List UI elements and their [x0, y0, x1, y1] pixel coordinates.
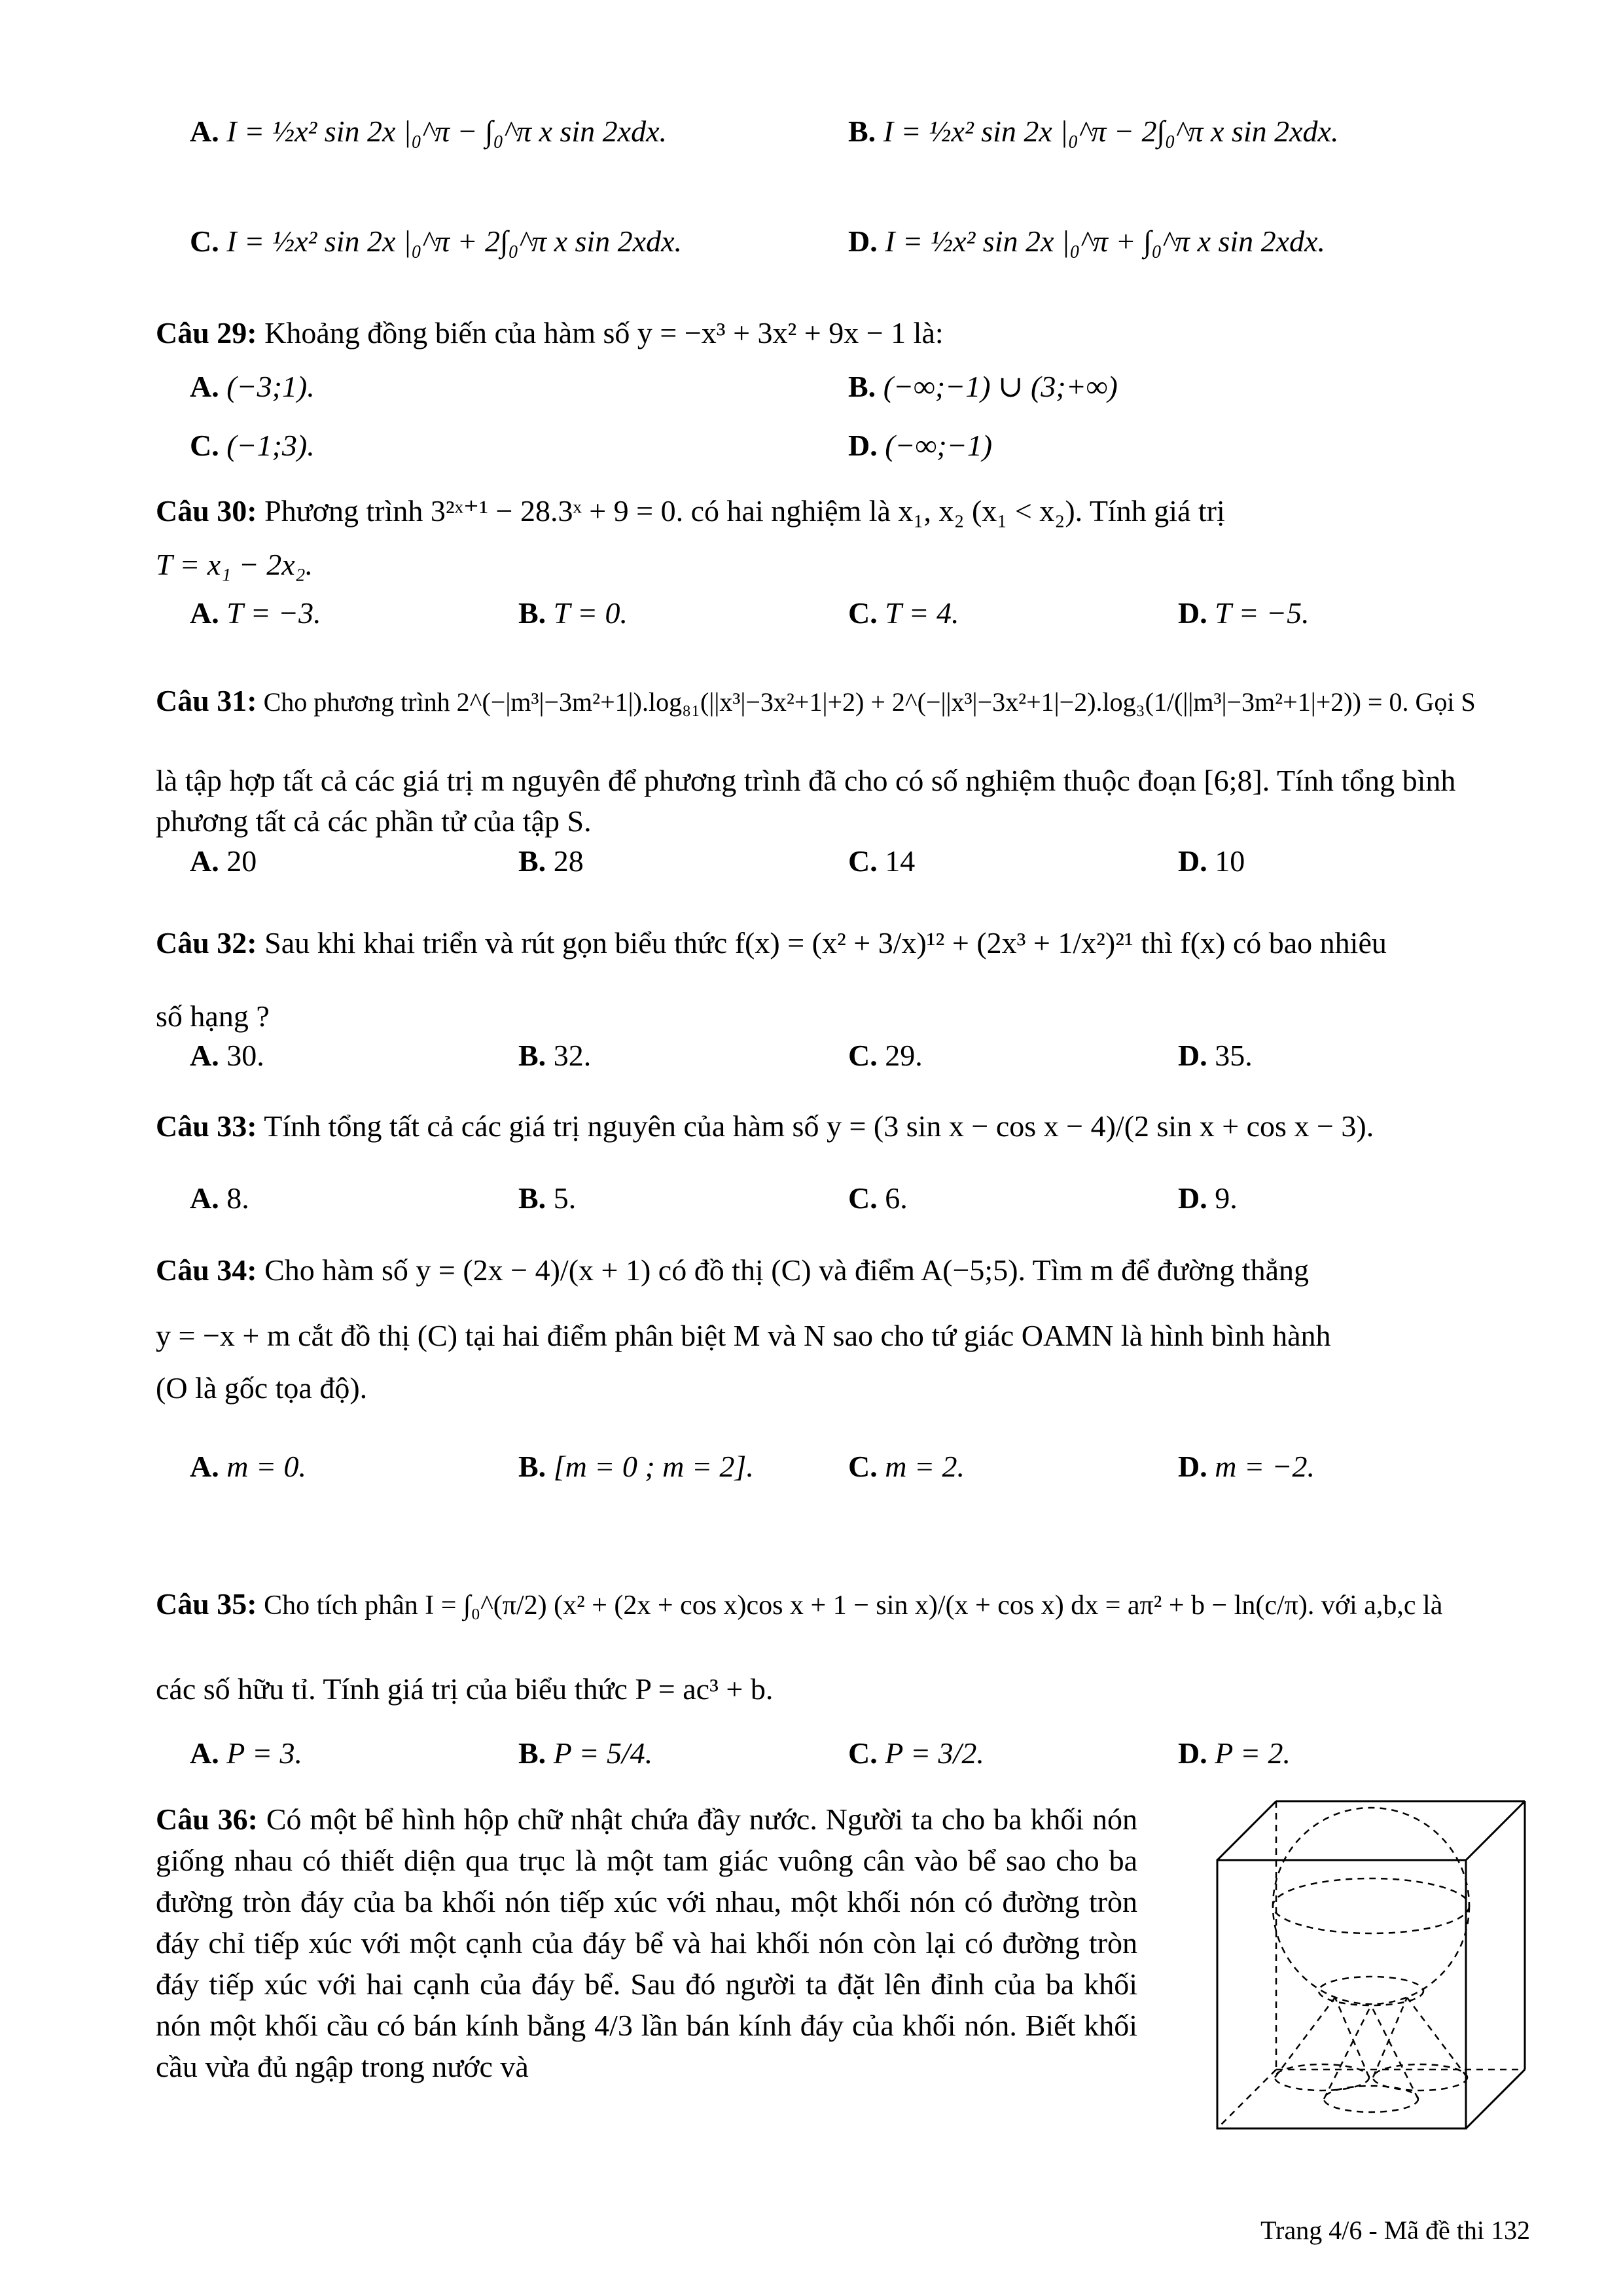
- option-label: D.: [1178, 1736, 1207, 1770]
- option-text: P = 5/4.: [553, 1736, 653, 1770]
- question-text: Có một bể hình hộp chữ nhật chứa đầy nước. Người ta cho ba khối nón giống nhau có thiết diện qua trục là một tam giác vuông cân vào bể sao cho ba đường tròn đáy của ba khối nón tiếp xúc với nhau, một khối nón có đường tròn đáy chỉ tiếp xúc với một cạnh của đáy bể và hai khối nón còn lại có đường tròn đáy tiếp xúc với hai cạnh của đáy bể. Sau đó người ta đặt lên đỉnh của ba khối nón một khối cầu có bán kính bằng 4/3 lần bán kính đáy của khối nón. Biết khối cầu vừa đủ ngập trong nước và: [156, 1803, 1138, 2083]
- option-label: B.: [518, 844, 546, 878]
- option-label: B.: [848, 115, 876, 148]
- question-text: Phương trình 3²ˣ⁺¹ − 28.3ˣ + 9 = 0. có hai nghiệm là x₁, x₂ (x₁ < x₂). Tính giá trị: [264, 494, 1225, 528]
- option-label: D.: [848, 224, 878, 258]
- q33-option-b: [518, 1178, 576, 1219]
- sphere-equator: [1273, 1878, 1469, 1933]
- option-text: 6.: [885, 1181, 908, 1215]
- question-label: Câu 30:: [156, 494, 257, 528]
- option-label: A.: [190, 1039, 219, 1072]
- box-cones-sphere-figure: [1211, 1795, 1531, 2135]
- q34-option-b: [518, 1446, 754, 1487]
- question-label: Câu 29:: [156, 316, 257, 350]
- q28-option-c: [190, 221, 682, 262]
- q31-option-a: [190, 841, 257, 882]
- option-text: (−1;3).: [226, 429, 315, 462]
- q29-stem: [156, 313, 944, 353]
- option-text: 5.: [553, 1181, 577, 1215]
- q29-option-c: [190, 425, 315, 466]
- option-label: C.: [848, 1736, 878, 1770]
- q31-stem-cont: [156, 761, 1537, 842]
- q31-option-c: [848, 841, 915, 882]
- cone-apex-ring: [1319, 1977, 1423, 2005]
- option-text: T = 0.: [553, 596, 628, 630]
- q33-option-d: [1178, 1178, 1238, 1219]
- option-text: I = ½x² sin 2x |₀^π − ∫₀^π x sin 2xdx.: [226, 115, 668, 148]
- cone-base: [1324, 2086, 1418, 2112]
- question-text: T = x₁ − 2x₂.: [156, 548, 313, 581]
- option-text: 20: [226, 844, 257, 878]
- option-label: D.: [1178, 596, 1207, 630]
- q34-stem-line2: [156, 1316, 1330, 1356]
- q35-option-c: [848, 1733, 984, 1774]
- option-label: C.: [848, 1450, 878, 1483]
- question-text: Cho hàm số y = (2x − 4)/(x + 1) có đồ thị (C) và điểm A(−5;5). Tìm m để đường thẳng: [264, 1253, 1309, 1287]
- option-text: T = −3.: [226, 596, 321, 630]
- q35-stem-cont: [156, 1669, 773, 1710]
- q31-option-b: [518, 841, 584, 882]
- option-label: C.: [848, 1181, 878, 1215]
- option-text: (−3;1).: [226, 370, 315, 403]
- question-text: y = −x + m cắt đồ thị (C) tại hai điểm phân biệt M và N sao cho tứ giác OAMN là hình bình hành: [156, 1319, 1331, 1352]
- cone-side: [1371, 2005, 1418, 2099]
- option-text: [m = 0 ; m = 2].: [553, 1450, 754, 1483]
- option-text: 10: [1215, 844, 1245, 878]
- q32-option-c: [848, 1035, 923, 1076]
- q32-option-b: [518, 1035, 591, 1076]
- question-label: Câu 34:: [156, 1253, 257, 1287]
- q35-option-b: [518, 1733, 652, 1774]
- option-label: D.: [1178, 844, 1207, 878]
- q30-stem-cont: [156, 545, 313, 585]
- q28-option-d: [848, 221, 1325, 262]
- option-label: C.: [848, 1039, 878, 1072]
- option-text: m = −2.: [1215, 1450, 1315, 1483]
- option-text: m = 2.: [885, 1450, 965, 1483]
- cone-base: [1275, 2064, 1369, 2090]
- box-hidden-edge: [1217, 2070, 1276, 2128]
- question-label: Câu 33:: [156, 1109, 257, 1143]
- option-text: P = 2.: [1215, 1736, 1291, 1770]
- page-footer: Trang 4/6 - Mã đề thi 132: [1260, 2215, 1530, 2245]
- q32-option-a: [190, 1035, 264, 1076]
- q30-option-a: [190, 593, 321, 634]
- box-edge: [1217, 1801, 1276, 1860]
- q31-option-d: [1178, 841, 1245, 882]
- option-label: C.: [190, 429, 219, 462]
- option-text: 32.: [553, 1039, 592, 1072]
- box-edge: [1466, 1801, 1525, 1860]
- option-text: T = −5.: [1215, 596, 1310, 630]
- option-text: 28: [553, 844, 584, 878]
- q33-stem: [156, 1106, 1374, 1147]
- q30-option-d: [1178, 593, 1310, 634]
- option-label: C.: [848, 596, 878, 630]
- option-label: D.: [848, 429, 878, 462]
- q35-option-a: [190, 1733, 302, 1774]
- option-text: 9.: [1215, 1181, 1238, 1215]
- option-label: B.: [848, 370, 876, 403]
- option-label: A.: [190, 1181, 219, 1215]
- option-text: T = 4.: [885, 596, 959, 630]
- q32-option-d: [1178, 1035, 1253, 1076]
- cone-side: [1324, 2005, 1371, 2099]
- question-text: các số hữu tỉ. Tính giá trị của biểu thức P = ac³ + b.: [156, 1672, 774, 1706]
- question-text: Sau khi khai triển và rút gọn biểu thức f(x) = (x² + 3/x)¹² + (2x³ + 1/x²)²¹ thì f(x) có bao nhiêu: [264, 926, 1387, 960]
- option-text: P = 3.: [226, 1736, 303, 1770]
- question-text: Cho phương trình 2^(−|m³|−3m²+1|).log₈₁(||x³|−3x²+1|+2) + 2^(−||x³|−3x²+1|−2).log₃(1/(||m³|−3m²+1|+2)) = 0. Gọi S: [263, 687, 1476, 717]
- option-label: A.: [190, 596, 219, 630]
- option-text: I = ½x² sin 2x |₀^π + 2∫₀^π x sin 2xdx.: [226, 224, 683, 258]
- option-label: D.: [1178, 1450, 1207, 1483]
- option-label: B.: [518, 1181, 546, 1215]
- q33-option-a: [190, 1178, 249, 1219]
- option-text: I = ½x² sin 2x |₀^π − 2∫₀^π x sin 2xdx.: [883, 115, 1339, 148]
- option-label: A.: [190, 115, 219, 148]
- option-label: A.: [190, 370, 219, 403]
- option-label: A.: [190, 844, 219, 878]
- option-text: P = 3/2.: [885, 1736, 984, 1770]
- question-text: Tính tổng tất cả các giá trị nguyên của hàm số y = (3 sin x − cos x − 4)/(2 sin x + cos x − 3).: [264, 1109, 1374, 1143]
- question-text: số hạng ?: [156, 999, 270, 1033]
- q35-option-d: [1178, 1733, 1291, 1774]
- question-text: Cho tích phân I = ∫₀^(π/2) (x² + (2x + cos x)cos x + 1 − sin x)/(x + cos x) dx = aπ² + b − ln(c/π). với a,b,c là: [264, 1590, 1443, 1621]
- box-edge: [1466, 2070, 1525, 2128]
- q33-option-c: [848, 1178, 908, 1219]
- q30-option-b: [518, 593, 628, 634]
- option-text: 14: [885, 844, 916, 878]
- question-label: Câu 32:: [156, 926, 257, 960]
- option-label: C.: [848, 844, 878, 878]
- option-text: I = ½x² sin 2x |₀^π + ∫₀^π x sin 2xdx.: [885, 224, 1326, 258]
- sphere-outline: [1273, 1808, 1469, 2004]
- q32-stem: [156, 923, 1387, 963]
- question-text: Khoảng đồng biến của hàm số y = −x³ + 3x² + 9x − 1 là:: [264, 316, 944, 350]
- q29-option-a: [190, 367, 315, 407]
- question-text: (O là gốc tọa độ).: [156, 1371, 368, 1405]
- option-label: B.: [518, 1039, 546, 1072]
- option-text: 8.: [226, 1181, 249, 1215]
- q34-option-d: [1178, 1446, 1315, 1487]
- question-text: là tập hợp tất cả các giá trị m nguyên để phương trình đã cho có số nghiệm thuộc đoạn [6;8]. Tính tổng bình phương tất cả các phần tử của tập S.: [156, 764, 1456, 838]
- option-label: A.: [190, 1736, 219, 1770]
- option-label: A.: [190, 1450, 219, 1483]
- question-label: Câu 36:: [156, 1803, 258, 1836]
- option-label: B.: [518, 1450, 546, 1483]
- option-label: D.: [1178, 1181, 1207, 1215]
- option-label: B.: [518, 1736, 546, 1770]
- option-text: 35.: [1215, 1039, 1253, 1072]
- q30-stem: [156, 491, 1225, 531]
- option-text: (−∞;−1): [885, 429, 993, 462]
- option-label: B.: [518, 596, 546, 630]
- q35-stem: [156, 1584, 1442, 1626]
- q34-stem-line3: [156, 1368, 367, 1408]
- q30-option-c: [848, 593, 959, 634]
- option-text: 30.: [226, 1039, 264, 1072]
- cone-side: [1275, 1998, 1335, 2077]
- q31-stem: [156, 681, 1476, 723]
- option-text: (−∞;−1) ∪ (3;+∞): [883, 370, 1118, 403]
- q29-option-d: [848, 425, 992, 466]
- q34-option-a: [190, 1446, 306, 1487]
- option-label: C.: [190, 224, 219, 258]
- option-label: D.: [1178, 1039, 1207, 1072]
- q28-option-b: [848, 111, 1338, 152]
- option-text: 29.: [885, 1039, 923, 1072]
- question-label: Câu 31:: [156, 684, 257, 717]
- q34-option-c: [848, 1446, 965, 1487]
- option-text: m = 0.: [226, 1450, 306, 1483]
- question-label: Câu 35:: [156, 1587, 257, 1621]
- q36-stem: [156, 1799, 1137, 2087]
- q29-option-b: [848, 367, 1118, 407]
- q34-stem: [156, 1250, 1309, 1291]
- q28-option-a: [190, 111, 667, 152]
- q32-stem-cont: [156, 996, 270, 1037]
